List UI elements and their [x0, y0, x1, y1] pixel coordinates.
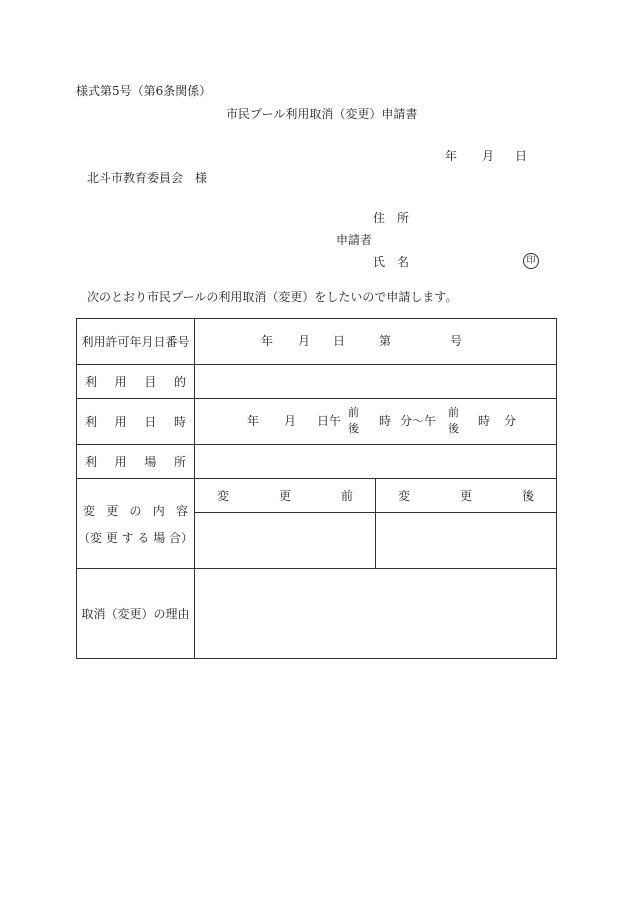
dt-fun-to-pm: 分～午 [400, 414, 437, 428]
dt-ji2: 時 [478, 414, 491, 428]
applicant-label: 申請者 [336, 233, 373, 247]
row-place [77, 445, 557, 479]
header-before: 変 更 前 [195, 479, 376, 513]
dt-ji: 時 [379, 414, 392, 428]
label-datetime: 利 用 日 時 [77, 399, 195, 445]
date-month: 月 [482, 149, 495, 163]
dt-go: 後 [348, 422, 359, 435]
dt-go2: 後 [448, 422, 459, 435]
label-purpose: 利 用 目 的 [77, 365, 195, 399]
dt-day-ampm: 日午 [317, 414, 342, 428]
label-reason: 取消（変更）の理由 [77, 569, 195, 659]
field-permit-number[interactable] [195, 319, 557, 365]
field-place[interactable] [195, 445, 557, 479]
application-table [76, 318, 557, 659]
row-reason [77, 569, 557, 659]
permit-month: 月 [298, 334, 311, 348]
field-before[interactable] [195, 513, 376, 569]
form-number: 様式第5号（第6条関係） [76, 84, 212, 98]
intro-text: 次のとおり市民プールの利用取消（変更）をしたいので申請します。 [87, 290, 458, 304]
permit-day: 日 [333, 334, 346, 348]
permit-dai: 第 [379, 334, 392, 348]
name-label: 氏 名 [373, 255, 410, 269]
row-datetime [77, 399, 557, 445]
row-change-header [77, 479, 557, 513]
permit-go: 号 [450, 334, 463, 348]
date-day: 日 [515, 149, 528, 163]
dt-zen: 前 [348, 406, 359, 419]
field-datetime[interactable] [195, 399, 557, 445]
dt-month: 月 [284, 414, 297, 428]
row-permit-number [77, 319, 557, 365]
dt-zen2: 前 [448, 406, 459, 419]
dt-year: 年 [247, 414, 260, 428]
page-title: 市民プール利用取消（変更）申請書 [226, 107, 418, 121]
header-after: 変 更 後 [376, 479, 557, 513]
dt-fun2: 分 [504, 414, 517, 428]
seal-mark: 印 [523, 253, 539, 269]
label-change-content: 変 更 の 内 容 （変 更 す る 場 合） [77, 479, 195, 569]
label-permit-number: 利用許可年月日番号 [77, 319, 195, 365]
field-reason[interactable] [195, 569, 557, 659]
address-label: 住 所 [373, 211, 410, 225]
label-place: 利 用 場 所 [77, 445, 195, 479]
field-purpose[interactable] [195, 365, 557, 399]
date-year: 年 [445, 149, 458, 163]
permit-year: 年 [261, 334, 274, 348]
addressee: 北斗市教育委員会 様 [87, 171, 208, 185]
field-after[interactable] [376, 513, 557, 569]
row-purpose [77, 365, 557, 399]
